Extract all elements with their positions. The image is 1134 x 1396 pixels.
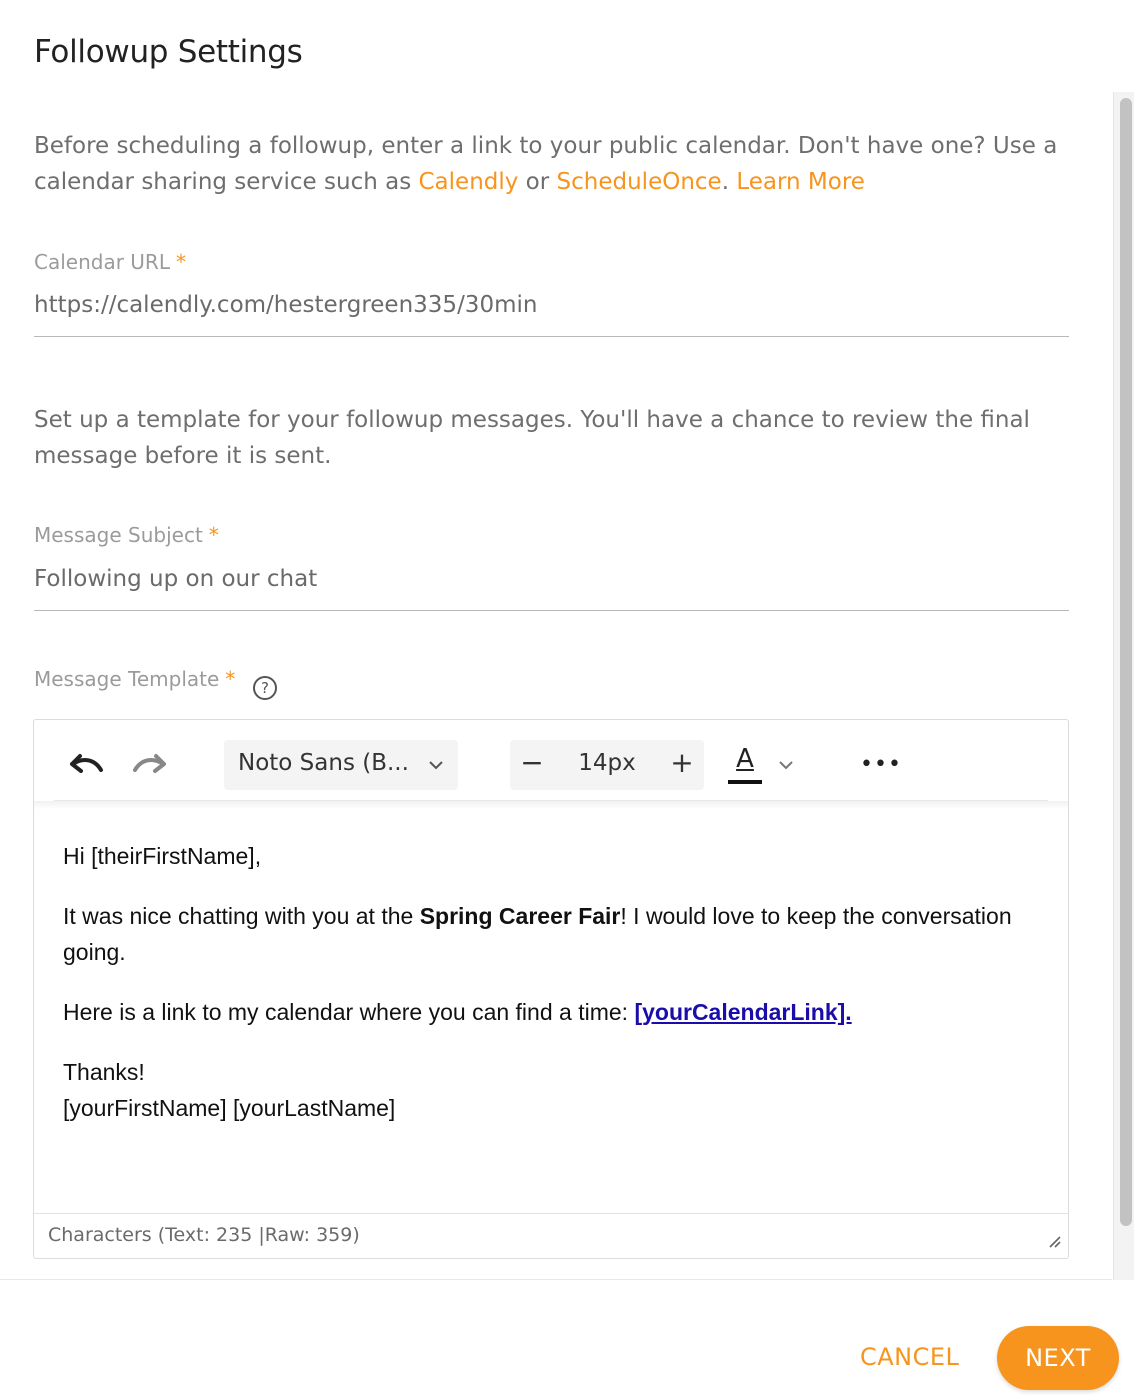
body-paragraph [63, 898, 1043, 970]
scheduleonce-link[interactable]: ScheduleOnce [556, 169, 722, 195]
calendar-url-input[interactable]: https://calendly.com/hestergreen335/30min [34, 292, 1069, 337]
decrease-size-button[interactable]: − [520, 746, 544, 779]
required-asterisk: * [208, 523, 219, 547]
body-text-pre: It was nice chatting with you at the [63, 903, 420, 929]
template-intro: Set up a template for your followup messages. You'll have a chance to review the final message before it is sent. [34, 407, 1030, 469]
font-size-control [510, 740, 704, 790]
calendar-link-placeholder[interactable]: [yourCalendarLink]. [634, 999, 852, 1025]
calendar-url-label-text: Calendar URL [34, 250, 170, 274]
footer-divider [0, 1279, 1112, 1280]
font-size-value[interactable]: 14px [578, 750, 636, 776]
greeting-line: Hi [theirFirstName], [63, 843, 262, 869]
text-color-button[interactable] [728, 744, 762, 784]
dialog-title: Followup Settings [34, 34, 303, 70]
signoff-line: Thanks! [63, 1059, 145, 1085]
cancel-button[interactable]: CANCEL [860, 1343, 960, 1371]
editor-content[interactable] [63, 838, 1043, 1150]
message-subject-label-text: Message Subject [34, 523, 203, 547]
more-options-icon[interactable]: ••• [860, 752, 902, 777]
event-name: Spring Career Fair [419, 903, 621, 929]
editor-status-bar [34, 1213, 1068, 1259]
calendar-intro [34, 128, 1074, 200]
text-color-bar [728, 780, 762, 784]
resize-handle-icon[interactable] [1046, 1233, 1062, 1253]
message-template-label-text: Message Template [34, 667, 220, 691]
chevron-down-icon[interactable] [778, 756, 794, 775]
font-family-value: Noto Sans (B... [238, 750, 409, 776]
help-icon[interactable]: ? [253, 676, 277, 700]
calendly-link[interactable]: Calendly [418, 169, 519, 195]
signature-line: [yourFirstName] [yourLastName] [63, 1095, 396, 1121]
rich-text-editor [33, 719, 1069, 1259]
redo-icon[interactable] [130, 750, 170, 780]
body-text-post: ! I would love to keep the conversation going. [63, 903, 1012, 965]
text-color-icon: A [736, 744, 754, 774]
undo-icon[interactable] [66, 750, 106, 780]
next-button[interactable]: NEXT [997, 1326, 1119, 1390]
message-subject-label [34, 523, 219, 547]
intro-text-1: Before scheduling a followup, enter a link to your public calendar. Don't have one? Use a calendar sharing service such as [34, 133, 1058, 195]
required-asterisk: * [225, 667, 236, 691]
chevron-down-icon [428, 756, 444, 775]
calendar-text: Here is a link to my calendar where you can find a time: [63, 999, 635, 1025]
learn-more-link[interactable]: Learn More [736, 169, 865, 195]
character-count: Characters (Text: 235 |Raw: 359) [48, 1224, 360, 1246]
increase-size-button[interactable]: + [670, 746, 694, 779]
message-subject-input[interactable]: Following up on our chat [34, 566, 1069, 611]
intro-text-2: or [518, 169, 557, 195]
calendar-url-label [34, 250, 186, 274]
message-template-label [34, 667, 235, 691]
scrollbar-thumb[interactable] [1120, 98, 1132, 1226]
calendar-paragraph [63, 994, 1043, 1030]
editor-toolbar [54, 720, 1048, 801]
required-asterisk: * [175, 250, 186, 274]
font-family-select[interactable] [224, 740, 458, 790]
toolbar-shadow [34, 801, 1068, 809]
intro-text-3: . [721, 169, 737, 195]
